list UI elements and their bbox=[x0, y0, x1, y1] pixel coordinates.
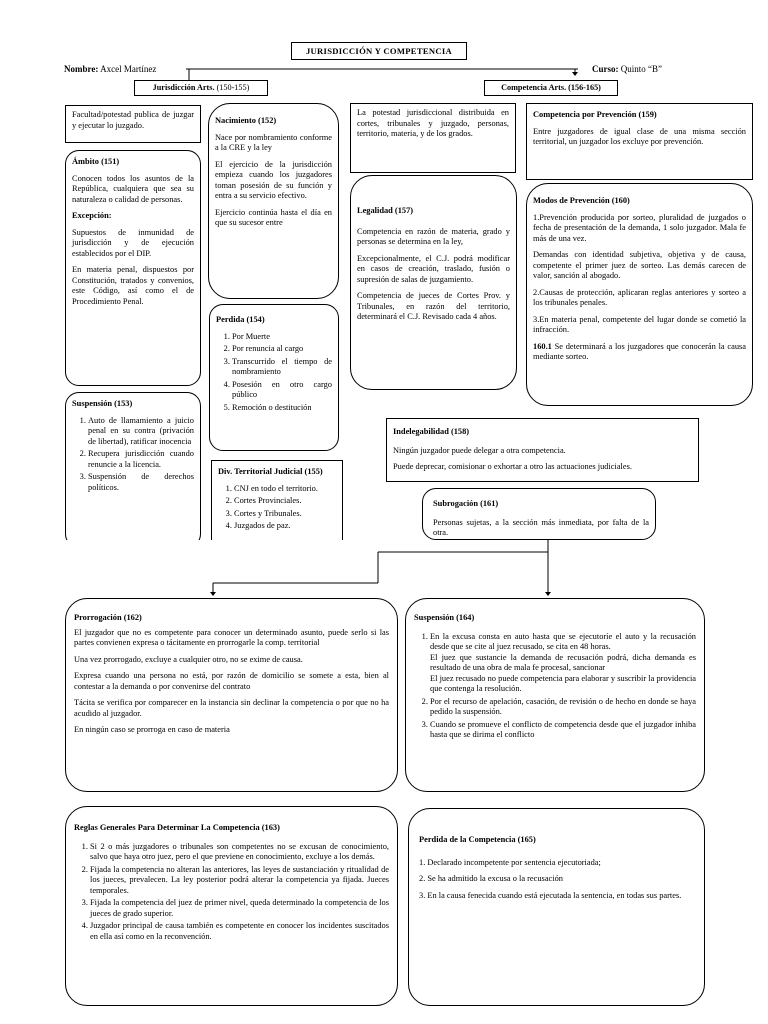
perdida165-heading: Perdida de la Competencia (165) bbox=[419, 835, 536, 844]
suspension153-list bbox=[72, 416, 194, 494]
page-title: JURISDICCIÓN Y COMPETENCIA bbox=[291, 42, 467, 60]
nacimiento-p1: Nace por nombramiento conforme a la CRE y la ley bbox=[215, 132, 332, 152]
nacimiento-heading: Nacimiento (152) bbox=[215, 116, 277, 125]
prorrogacion-box bbox=[65, 598, 398, 792]
indelegabilidad-p1: Ningún juzgador puede delegar a otra competencia. bbox=[393, 445, 566, 455]
course-label: Curso: bbox=[592, 64, 619, 74]
list-item: 5. Remoción o destitución bbox=[232, 403, 332, 414]
indelegabilidad-heading: Indelegabilidad (158) bbox=[393, 427, 470, 436]
course-value: Quinto “B” bbox=[620, 64, 662, 74]
list-item: 4. Juzgador principal de causa también es competente en conocer los incidentes suscitados en ella así como en la reconvención. bbox=[90, 921, 389, 942]
suspension164-item1: En la excusa consta en auto hasta que se ejecutoríe el auto y la recusación desde que se cite al juez recusado, se cita en 48 horas. bbox=[430, 631, 696, 651]
modos-p5-bold: 160.1 bbox=[533, 341, 552, 351]
student-name bbox=[64, 64, 156, 74]
prorrogacion-p4: Tácita se verifica por comparecer en la instancia sin declinar la competencia o por que no ha acudido al juzgador. bbox=[74, 698, 389, 718]
name-value: Axcel Martínez bbox=[100, 64, 157, 74]
jurisdiccion-label bbox=[134, 80, 268, 96]
perdida154-list bbox=[216, 332, 332, 414]
list-item: 3. Cortes y Tribunales. bbox=[234, 509, 336, 520]
competencia-label: Competencia Arts. (156-165) bbox=[484, 80, 618, 96]
exception-2: En materia penal, dispuestos por Constitución, tratados y convenios, este Código, así como el de Procedimiento Penal. bbox=[72, 265, 194, 306]
subrogacion-heading: Subrogación (161) bbox=[433, 499, 499, 508]
suspension164-item1c: El juez recusado no puede competencia para elaborar y suscribir la providencia que contenga la resolución. bbox=[430, 673, 696, 693]
list-item: 3. Fijada la competencia del juez de primer nivel, queda determinado la competencia de los jueces de grado superior. bbox=[90, 898, 389, 919]
list-item bbox=[430, 632, 696, 695]
list-item: 4. Posesión en otro cargo público bbox=[232, 380, 332, 401]
reglas-heading: Reglas Generales Para Determinar La Competencia (163) bbox=[74, 823, 280, 832]
list-item: 2. Por renuncia al cargo bbox=[232, 344, 332, 355]
perdida154-box bbox=[209, 304, 339, 451]
name-label: Nombre: bbox=[64, 64, 99, 74]
prorrogacion-p5: En ningún caso se prorroga en caso de materia bbox=[74, 725, 230, 734]
course bbox=[592, 64, 662, 74]
list-item: 3. Cuando se promueve el conflicto de competencia desde que el juzgador inhiba hasta que se dirima el conflicto bbox=[430, 720, 696, 741]
prevencion-text: Entre juzgadores de igual clase de una misma sección territorial, un juzgador los excluye por prevención. bbox=[533, 126, 746, 146]
list-item: 1. Por Muerte bbox=[232, 332, 332, 343]
potestad-box bbox=[350, 103, 516, 173]
list-item: 3. Transcurrido el tiempo de nombramiento bbox=[232, 357, 332, 378]
indelegabilidad-p2: Puede deprecar, comisionar o exhortar a otro las actuaciones judiciales. bbox=[393, 462, 632, 471]
ambito-heading: Ámbito (151) bbox=[72, 157, 120, 166]
perdida165-p2: 2. Se ha admitido la excusa o la recusación bbox=[419, 874, 563, 883]
division-heading: Div. Territorial Judicial (155) bbox=[218, 467, 323, 476]
legalidad-p3: Competencia de jueces de Cortes Prov. y Tribunales, en razón del territorio, determinará el C.J. Revisado cada 4 años. bbox=[357, 291, 510, 321]
legalidad-p2: Excepcionalmente, el C.J. podrá modificar en casos de creación, traslado, fusión o supresión de salas de juzgamiento. bbox=[357, 253, 510, 284]
list-item: 2. Recupera jurisdicción cuando renuncie a la licencia. bbox=[88, 449, 194, 470]
definicion-box bbox=[65, 105, 201, 143]
modos-box bbox=[526, 183, 753, 406]
prorrogacion-heading: Prorrogación (162) bbox=[74, 613, 142, 622]
legalidad-p1: Competencia en razón de materia, grado y personas se determina en la ley, bbox=[357, 226, 510, 246]
suspension153-box bbox=[65, 392, 201, 548]
modos-p1: 1.Prevención producida por sorteo, pluralidad de juzgados o fecha de presentación de la demanda, 1 solo juzgador. Mala fe más de una vez. bbox=[533, 212, 746, 243]
legalidad-box bbox=[350, 175, 517, 390]
exception-heading: Excepción: bbox=[72, 211, 112, 220]
list-item: 2. Fijada la competencia no alteran las anteriores, las leyes de sustanciación y ritualidad de los jueces, prevalecen. La ley posterior podrá alterar la competencia ya fijada. Jueces temporales. bbox=[90, 865, 389, 897]
list-item: 2. Cortes Provinciales. bbox=[234, 496, 336, 507]
modos-p5-text: Se determinará a los juzgadores que conocerán la causa mediante sorteo. bbox=[533, 341, 746, 361]
subrogacion-text: Personas sujetas, a la sección más inmediata, por falta de la otra. bbox=[433, 517, 649, 537]
prorrogacion-p3: Expresa cuando una persona no está, por razón de domicilio se somete a esta, bien al contestar a la demanda o por convenirse del contrato bbox=[74, 671, 389, 691]
perdida154-heading: Perdida (154) bbox=[216, 315, 265, 324]
legalidad-heading: Legalidad (157) bbox=[357, 206, 414, 215]
perdida165-p1: 1. Declarado incompetente por sentencia ejecutoriada; bbox=[419, 857, 601, 867]
list-item: 2. Por el recurso de apelación, casación, de revisión o de hecho en donde se haya pedido la suspensión. bbox=[430, 697, 696, 718]
modos-heading: Modos de Prevención (160) bbox=[533, 196, 630, 205]
division-box bbox=[211, 460, 343, 546]
ambito-text: Conocen todos los asuntos de la República, cualquiera que sea su naturaleza o calidad de personas. bbox=[72, 173, 194, 204]
suspension164-list bbox=[414, 632, 696, 741]
suspension164-box bbox=[405, 598, 705, 792]
modos-p2: Demandas con identidad subjetiva, objetiva y de causa, competente el primer juez de sorteo. Las demás carecen de valor, sanción al abogado. bbox=[533, 250, 746, 280]
modos-p3: 2.Causas de protección, aplicaran reglas anteriores y sorteo a los tribunales penales. bbox=[533, 287, 746, 307]
list-item: 1. Si 2 o más juzgadores o tribunales son competentes no se excusan de conocimiento, salvo que haya otro juez, pero el que previene en conocimiento, excluye a los demás. bbox=[90, 842, 389, 863]
reglas-list bbox=[74, 842, 389, 943]
jurisdiccion-label-b: (150-155) bbox=[216, 83, 250, 92]
ambito-box bbox=[65, 150, 201, 386]
jurisdiccion-label-a: Jurisdicción Arts. bbox=[152, 83, 215, 92]
potestad-text: La potestad jurisdiccional distribuida en cortes, tribunales y juzgado, personas, territorio, materia, y de los grados. bbox=[357, 108, 509, 138]
suspension164-item1b: El juez que sustancie la demanda de recusación podrá, dicha demanda es resultado de una obra de mala fe procesal, sancionar bbox=[430, 652, 696, 672]
prevencion-heading: Competencia por Prevención (159) bbox=[533, 110, 657, 119]
indelegabilidad-box bbox=[386, 418, 699, 482]
reglas-box bbox=[65, 806, 398, 1006]
nacimiento-box bbox=[208, 103, 339, 299]
definicion-text: Facultad/potestad publica de juzgar y ejecutar lo juzgado. bbox=[72, 110, 194, 130]
division-list bbox=[218, 484, 336, 532]
prorrogacion-p2: Una vez prorrogado, excluye a cualquier otro, no se exime de causa. bbox=[74, 654, 303, 664]
exception-1: Supuestos de inmunidad de jurisdicción y de ejecución establecidos por el DIP. bbox=[72, 227, 194, 258]
nacimiento-p2: El ejercicio de la jurisdicción empieza cuando los juzgadores toman posesión de su función y entra a su servicio efectivo. bbox=[215, 159, 332, 200]
suspension153-heading: Suspensión (153) bbox=[72, 399, 133, 408]
modos-p4: 3.En materia penal, competente del lugar donde se cometió la infracción. bbox=[533, 314, 746, 334]
list-item: 3. Suspensión de derechos políticos. bbox=[88, 472, 194, 493]
perdida165-p3: 3. En la causa fenecida cuando está ejecutada la sentencia, en todas sus partes. bbox=[419, 890, 682, 900]
nacimiento-p3: Ejercicio continúa hasta el día en que su sucesor entre bbox=[215, 207, 332, 227]
cutoff-band bbox=[56, 540, 496, 548]
modos-p5 bbox=[533, 342, 746, 363]
prevencion-box bbox=[526, 103, 753, 180]
perdida165-box bbox=[408, 808, 705, 1006]
subrogacion-box bbox=[422, 488, 656, 540]
list-item: 1. Auto de llamamiento a juicio penal en su contra (privación de libertad), ratificar inocencia bbox=[88, 416, 194, 448]
suspension164-heading: Suspensión (164) bbox=[414, 613, 475, 622]
prorrogacion-p1: El juzgador que no es competente para conocer un determinado asunto, puede serlo si las partes convienen expresa o tácitamente en prorrogarle la comp. territorial bbox=[74, 627, 389, 647]
list-item: 1. CNJ en todo el territorio. bbox=[234, 484, 336, 495]
list-item: 4. Juzgados de paz. bbox=[234, 521, 336, 532]
